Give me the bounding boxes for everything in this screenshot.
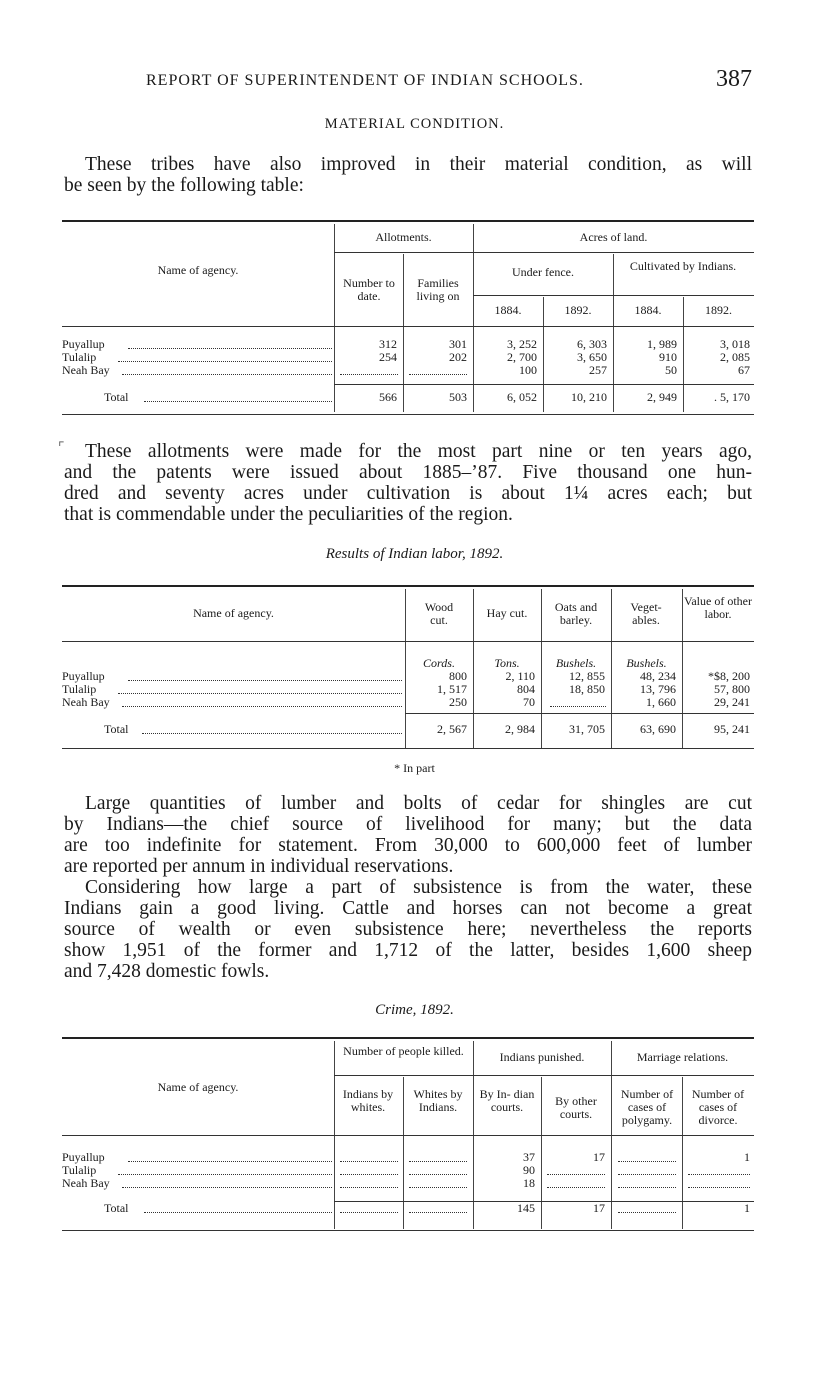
row-agency: Neah Bay	[62, 363, 110, 377]
empty-cell-dots	[409, 1174, 467, 1175]
total-hay: 2, 984	[505, 722, 535, 736]
total-label: Total	[104, 1201, 129, 1215]
total-divorce: 1	[744, 1201, 750, 1215]
cell-vegetables: 1, 660	[646, 695, 676, 709]
row-agency: Puyallup	[62, 1150, 105, 1164]
empty-cell-dots	[618, 1212, 676, 1213]
leader-dots	[144, 1212, 332, 1213]
cell-vegetables: 13, 796	[640, 682, 676, 696]
cell-cult-1892: 2, 085	[720, 350, 750, 364]
rule	[62, 585, 754, 587]
text-line: These tribes have also improved in their material condition, as will	[85, 154, 752, 175]
rule	[613, 254, 614, 412]
text-line: Indians gain a good living. Cattle and horses can not become a great	[64, 898, 752, 919]
col-header-polygamy: Number of cases of polygamy.	[620, 1087, 674, 1127]
cell-other-labor: 29, 241	[714, 695, 750, 709]
intro-paragraph	[64, 154, 752, 196]
allotments-paragraph	[64, 441, 752, 525]
col-header-other-labor: Value of other labor.	[684, 594, 752, 621]
total-cult-1884: 2, 949	[647, 390, 677, 404]
labor-table	[62, 585, 754, 755]
leader-dots	[144, 401, 332, 402]
total-fence-1884: 6, 052	[507, 390, 537, 404]
total-cult-1892: . 5, 170	[714, 390, 750, 404]
crime-table	[62, 1037, 754, 1237]
cell-hay: 70	[523, 695, 535, 709]
col-header-indians-by-whites: Indians by whites.	[342, 1087, 394, 1114]
cell-oats: 12, 855	[569, 669, 605, 683]
total-fence-1892: 10, 210	[571, 390, 607, 404]
cell-other-courts: 17	[593, 1150, 605, 1164]
paragraph-mark: ⌜	[58, 441, 65, 456]
cell-fence-1892: 6, 303	[577, 337, 607, 351]
rule	[334, 252, 754, 253]
cell-fence-1884: 3, 252	[507, 337, 537, 351]
rule	[334, 384, 754, 385]
unit-bushels: Bushels.	[555, 656, 597, 670]
rule	[62, 641, 754, 642]
row-agency: Neah Bay	[62, 695, 110, 709]
empty-cell-dots	[618, 1187, 676, 1188]
cell-fence-1892: 257	[589, 363, 607, 377]
total-families: 503	[449, 390, 467, 404]
col-header-cult-1884: 1884.	[634, 303, 662, 317]
leader-dots	[122, 706, 402, 707]
cell-cult-1892: 3, 018	[720, 337, 750, 351]
cell-wood: 800	[449, 669, 467, 683]
unit-bushels: Bushels.	[626, 656, 667, 670]
rule	[62, 1230, 754, 1231]
empty-cell-dots	[547, 1174, 605, 1175]
cell-indian-courts: 37	[523, 1150, 535, 1164]
group-header-punished: Indians punished.	[499, 1050, 585, 1064]
rule	[62, 220, 754, 222]
empty-cell-dots	[618, 1174, 676, 1175]
lumber-paragraph	[64, 793, 752, 877]
subsistence-paragraph	[64, 877, 752, 982]
empty-cell-dots	[409, 1212, 467, 1213]
total-indian-courts: 145	[517, 1201, 535, 1215]
rule	[62, 1037, 754, 1039]
text-line: be seen by the following table:	[64, 175, 304, 196]
cell-fence-1884: 2, 700	[507, 350, 537, 364]
footnote: * In part	[394, 761, 435, 775]
cell-wood: 250	[449, 695, 467, 709]
col-header-agency: Name of agency.	[157, 1080, 239, 1094]
total-oats: 31, 705	[569, 722, 605, 736]
cell-cult-1884: 1, 989	[647, 337, 677, 351]
leader-dots	[122, 1187, 332, 1188]
row-agency: Tulalip	[62, 682, 97, 696]
row-agency: Tulalip	[62, 350, 97, 364]
col-header-fence-1892: 1892.	[564, 303, 592, 317]
col-header-families: Families living on	[416, 276, 460, 303]
empty-cell-dots	[688, 1174, 750, 1175]
col-header-vegetables: Veget- ables.	[630, 600, 662, 627]
row-agency: Neah Bay	[62, 1176, 110, 1190]
running-head-title: REPORT OF SUPERINTENDENT OF INDIAN SCHOOLS.	[146, 72, 584, 89]
text-line: These allotments were made for the most part nine or ten years ago,	[85, 441, 752, 462]
leader-dots	[118, 693, 402, 694]
cell-fence-1884: 100	[519, 363, 537, 377]
empty-cell-dots	[340, 1212, 398, 1213]
text-line: Large quantities of lumber and bolts of cedar for shingles are cut	[85, 793, 752, 814]
col-header-wood: Wood cut.	[424, 600, 454, 627]
cell-hay: 2, 110	[505, 669, 535, 683]
row-agency: Tulalip	[62, 1163, 97, 1177]
empty-cell-dots	[409, 1187, 467, 1188]
text-line: by Indians—the chief source of livelihood for many; but the data	[64, 814, 752, 835]
cell-indian-courts: 90	[523, 1163, 535, 1177]
leader-dots	[118, 1174, 332, 1175]
page-number: 387	[716, 66, 752, 92]
col-header-fence-1884: 1884.	[494, 303, 522, 317]
cell-cult-1884: 910	[659, 350, 677, 364]
total-label: Total	[104, 390, 129, 404]
material-condition-table	[62, 220, 754, 420]
text-line: that is commendable under the peculiarities of the region.	[64, 504, 513, 525]
text-line: dred and seventy acres under cultivation is about 1¼ acres each; but	[64, 483, 752, 504]
total-other-courts: 17	[593, 1201, 605, 1215]
total-number: 566	[379, 390, 397, 404]
rule	[334, 1075, 754, 1076]
cell-cult-1884: 50	[665, 363, 677, 377]
text-line: and 7,428 domestic fowls.	[64, 961, 270, 982]
group-header-cultivated: Cultivated by Indians.	[629, 259, 737, 273]
total-wood: 2, 567	[437, 722, 467, 736]
text-line: show 1,951 of the former and 1,712 of the latter, besides 1,600 sheep	[64, 940, 752, 961]
cell-other-labor: 57, 800	[714, 682, 750, 696]
col-header-whites-by-indians: Whites by Indians.	[413, 1087, 463, 1114]
labor-heading: Results of Indian labor, 1892.	[325, 546, 504, 562]
cell-vegetables: 48, 234	[640, 669, 676, 683]
cell-divorce: 1	[744, 1150, 750, 1164]
empty-cell-dots	[340, 1161, 398, 1162]
empty-cell-dots	[340, 374, 398, 375]
leader-dots	[128, 680, 402, 681]
text-line: source of wealth or even subsistence here; nevertheless the reports	[64, 919, 752, 940]
col-header-oats: Oats and barley.	[554, 600, 598, 627]
rule	[473, 295, 754, 296]
cell-families: 301	[449, 337, 467, 351]
empty-cell-dots	[618, 1161, 676, 1162]
rule	[403, 1077, 404, 1229]
empty-cell-dots	[340, 1187, 398, 1188]
cell-other-labor: *$8, 200	[708, 669, 750, 683]
leader-dots	[118, 361, 332, 362]
rule	[62, 1135, 754, 1136]
empty-cell-dots	[409, 1161, 467, 1162]
text-line: and the patents were issued about 1885–’87. Five thousand one hun-	[64, 462, 752, 483]
empty-cell-dots	[340, 1174, 398, 1175]
empty-cell-dots	[547, 1187, 605, 1188]
unit-tons: Tons.	[494, 656, 520, 670]
leader-dots	[142, 733, 402, 734]
empty-cell-dots	[550, 706, 606, 707]
cell-cult-1892: 67	[738, 363, 750, 377]
col-header-other-courts: By other courts.	[555, 1094, 597, 1121]
empty-cell-dots	[409, 374, 467, 375]
cell-indian-courts: 18	[523, 1176, 535, 1190]
text-line: Considering how large a part of subsistence is from the water, these	[85, 877, 752, 898]
section-heading: MATERIAL CONDITION.	[324, 116, 505, 132]
cell-oats: 18, 850	[569, 682, 605, 696]
group-header-acres: Acres of land.	[579, 230, 648, 244]
cell-number: 312	[379, 337, 397, 351]
cell-families: 202	[449, 350, 467, 364]
text-line: are too indefinite for statement. From 30,000 to 600,000 feet of lumber	[64, 835, 752, 856]
running-head	[146, 66, 752, 94]
leader-dots	[122, 374, 332, 375]
col-header-cult-1892: 1892.	[705, 303, 732, 317]
col-header-divorce: Number of cases of divorce.	[691, 1087, 745, 1127]
rule	[62, 414, 754, 415]
total-label: Total	[104, 722, 129, 736]
group-header-allotments: Allotments.	[375, 230, 432, 244]
cell-wood: 1, 517	[437, 682, 467, 696]
rule	[405, 713, 754, 714]
rule	[62, 748, 754, 749]
unit-cords: Cords.	[423, 656, 455, 670]
row-agency: Puyallup	[62, 337, 105, 351]
total-vegetables: 63, 690	[640, 722, 676, 736]
cell-number: 254	[379, 350, 397, 364]
leader-dots	[128, 348, 332, 349]
cell-fence-1892: 3, 650	[577, 350, 607, 364]
col-header-agency: Name of agency.	[193, 606, 274, 620]
col-header-number: Number to date.	[343, 276, 395, 303]
total-other-labor: 95, 241	[714, 722, 750, 736]
rule	[403, 254, 404, 412]
leader-dots	[128, 1161, 332, 1162]
group-header-marriage: Marriage relations.	[636, 1050, 729, 1064]
rule	[62, 326, 754, 327]
col-header-agency: Name of agency.	[157, 263, 239, 277]
text-line: are reported per annum in individual reservations.	[64, 856, 454, 877]
col-header-indian-courts: By In- dian courts.	[479, 1087, 535, 1114]
group-header-under-fence: Under fence.	[512, 265, 574, 279]
col-header-hay: Hay cut.	[486, 606, 528, 620]
empty-cell-dots	[688, 1187, 750, 1188]
row-agency: Puyallup	[62, 669, 105, 683]
crime-heading: Crime, 1892.	[375, 1002, 454, 1018]
group-header-killed: Number of people killed.	[343, 1044, 464, 1058]
cell-hay: 804	[517, 682, 535, 696]
